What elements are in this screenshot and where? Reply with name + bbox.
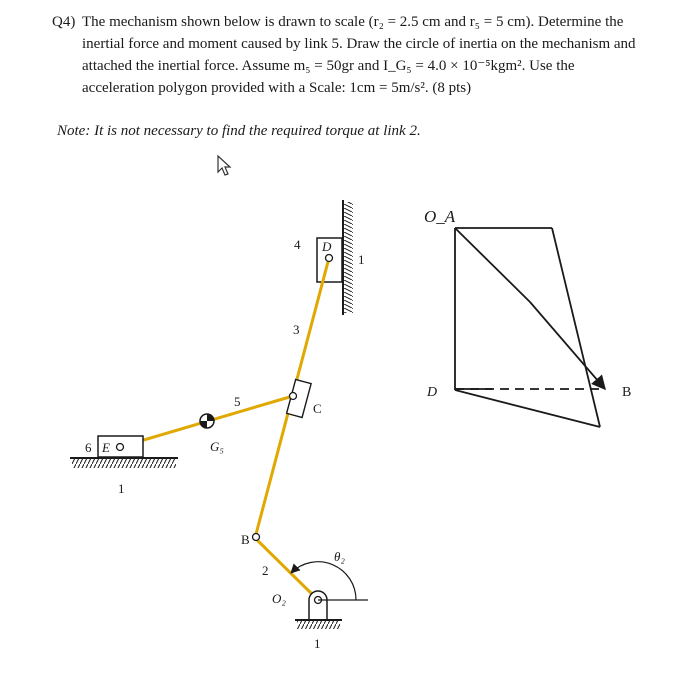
center-of-mass-g5-icon [200, 414, 214, 428]
label-point-e: E [102, 440, 110, 455]
label-link-1-slider: 1 [118, 481, 125, 496]
label-theta2: θ₂ [334, 549, 345, 564]
label-polygon-oa: O_A [424, 207, 456, 226]
label-g5: G₅ [210, 439, 224, 454]
question-line-3: attached the inertial force. Assume m₅ = 50gr and I_G₅ = 4.0 × 10⁻⁵kgm². Use the [82, 58, 575, 74]
label-point-d: D [322, 239, 332, 254]
label-link-1-ground: 1 [314, 636, 321, 651]
label-link-6: 6 [85, 440, 92, 455]
label-link-2: 2 [262, 563, 269, 578]
note-text: Note: It is not necessary to find the required torque at link 2. [57, 123, 421, 139]
label-point-c: C [313, 401, 322, 416]
question-line-1: The mechanism shown below is drawn to scale (r₂ = 2.5 cm and r₅ = 5 cm). Determine the [82, 14, 624, 30]
label-o2: O₂ [272, 591, 286, 606]
label-polygon-d: D [427, 385, 438, 400]
question-number: Q4) [52, 14, 76, 30]
question-line-4: acceleration polygon provided with a Scale: 1cm = 5m/s². (8 pts) [82, 80, 472, 96]
label-link-5: 5 [234, 394, 241, 409]
label-link-4: 4 [294, 237, 301, 252]
label-point-b: B [241, 532, 250, 547]
label-link-1-top: 1 [358, 252, 365, 267]
acceleration-polygon [455, 228, 605, 427]
label-link-3: 3 [293, 322, 300, 337]
ground-pivot-o2 [295, 591, 342, 629]
pin-b [253, 534, 260, 541]
label-polygon-b: B [622, 385, 632, 400]
question-line-2: inertial force and moment caused by link 5. Draw the circle of inertia on the mechanism and [82, 36, 636, 52]
ground-vertical [343, 200, 353, 315]
pin-c [290, 393, 297, 400]
theta2-angle [291, 562, 368, 600]
cursor-icon [218, 156, 230, 175]
pin-d [326, 255, 333, 262]
